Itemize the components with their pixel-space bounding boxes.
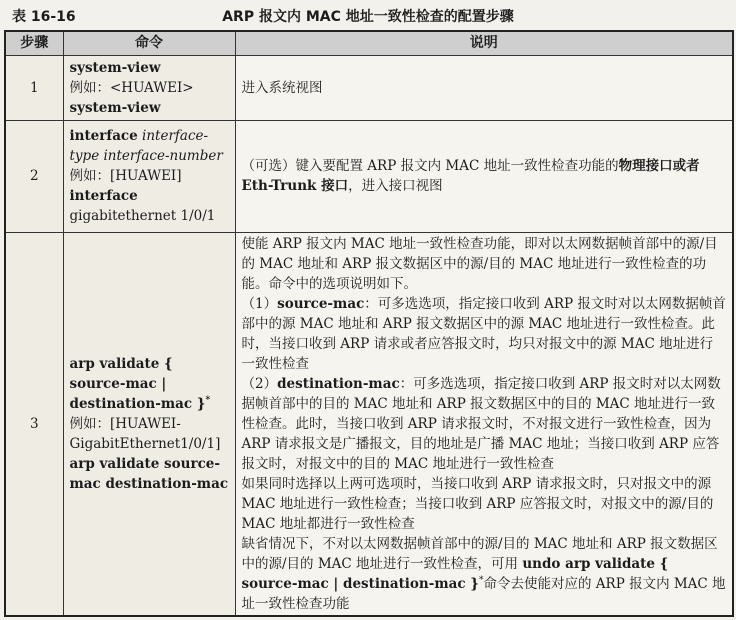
step-number: 2 — [5, 120, 63, 232]
command-example: 例如：[HUAWEI] — [69, 168, 182, 184]
table-title: ARP 报文内 MAC 地址一致性检查的配置步骤 — [222, 9, 514, 25]
description-default: 缺省情况下，不对以太网数据帧首部中的源/目的 MAC 地址和 ARP 报文数据区中的源/目的 MAC 地址进行一致性检查，可用 undo arp validate { source-mac | destination-mac }*命令去使能对应的 ARP 报文内 MAC 地址一致性检查功能 — [241, 535, 726, 612]
command-cell — [63, 55, 235, 120]
header-step: 步骤 — [5, 31, 63, 55]
description-option-destination: （2）destination-mac：可多选选项，指定接口收到 ARP 报文时对以太网数据帧首部中的目的 MAC 地址和 ARP 报文数据区中的目的 MAC 地址进行一致性检查。此时，当接口收到 ARP 请求报文时，不对报文进行一致性检查，因为 ARP 请求报文是广播报文，目的地址是广播 MAC 地址；当接口收到 ARP 应答报文时，对报文中的目的 MAC 地址进行一致性检查 — [241, 375, 721, 472]
step-number: 1 — [5, 55, 63, 120]
table-number: 表 16-16 — [12, 9, 76, 25]
table-row — [5, 55, 733, 120]
description-both-options: 如果同时选择以上两可选项时，当接口收到 ARP 请求报文时，只对报文中的源 MAC 地址进行一致性检查；当接口收到 ARP 应答报文时，对报文中的源/目的 MAC 地址都进行一致性检查 — [241, 475, 714, 532]
command-keyword: system-view — [69, 59, 161, 76]
command-cell — [63, 232, 235, 616]
description-option-source: （1）source-mac：可多选选项，指定接口收到 ARP 报文时对以太网数据帧首部中的源 MAC 地址和 ARP 报文数据区中的源 MAC 地址进行一致性检查。此时，当接口收到 ARP 请求或者应答报文时，均只对报文中的源 MAC 地址进行一致性检查 — [241, 295, 726, 372]
command-syntax: arp validate { source-mac | destination-mac }* — [69, 355, 211, 412]
command-syntax: interface interface-type interface-number — [69, 128, 223, 164]
table-row — [5, 120, 733, 232]
description-intro: 使能 ARP 报文内 MAC 地址一致性检查功能，即对以太网数据帧首部中的源/目的 MAC 地址和 ARP 报文数据区中的源/目的 MAC 地址进行一致性检查的功能。命令中的选项说明如下。 — [241, 235, 718, 292]
header-command: 命令 — [63, 31, 235, 55]
command-example-keyword: arp validate source-mac destination-mac — [69, 455, 229, 492]
command-example: 例如：<HUAWEI> — [69, 79, 194, 96]
command-example-keyword: system-view — [69, 99, 161, 116]
description-cell — [235, 232, 733, 616]
command-example-line: interface gigabitethernet 1/0/1 — [69, 188, 216, 224]
config-steps-table — [4, 30, 734, 617]
table-header-row — [5, 31, 733, 55]
table-row — [5, 232, 733, 616]
description-cell: 进入系统视图 — [235, 55, 733, 120]
table-caption — [4, 4, 732, 30]
description-cell: （可选）键入要配置 ARP 报文内 MAC 地址一致性检查功能的物理接口或者 Eth-Trunk 接口，进入接口视图 — [235, 120, 733, 232]
command-cell — [63, 120, 235, 232]
step-number: 3 — [5, 232, 63, 616]
header-description: 说明 — [235, 31, 733, 55]
command-example: 例如：[HUAWEI-GigabitEthernet1/0/1] — [69, 415, 221, 452]
